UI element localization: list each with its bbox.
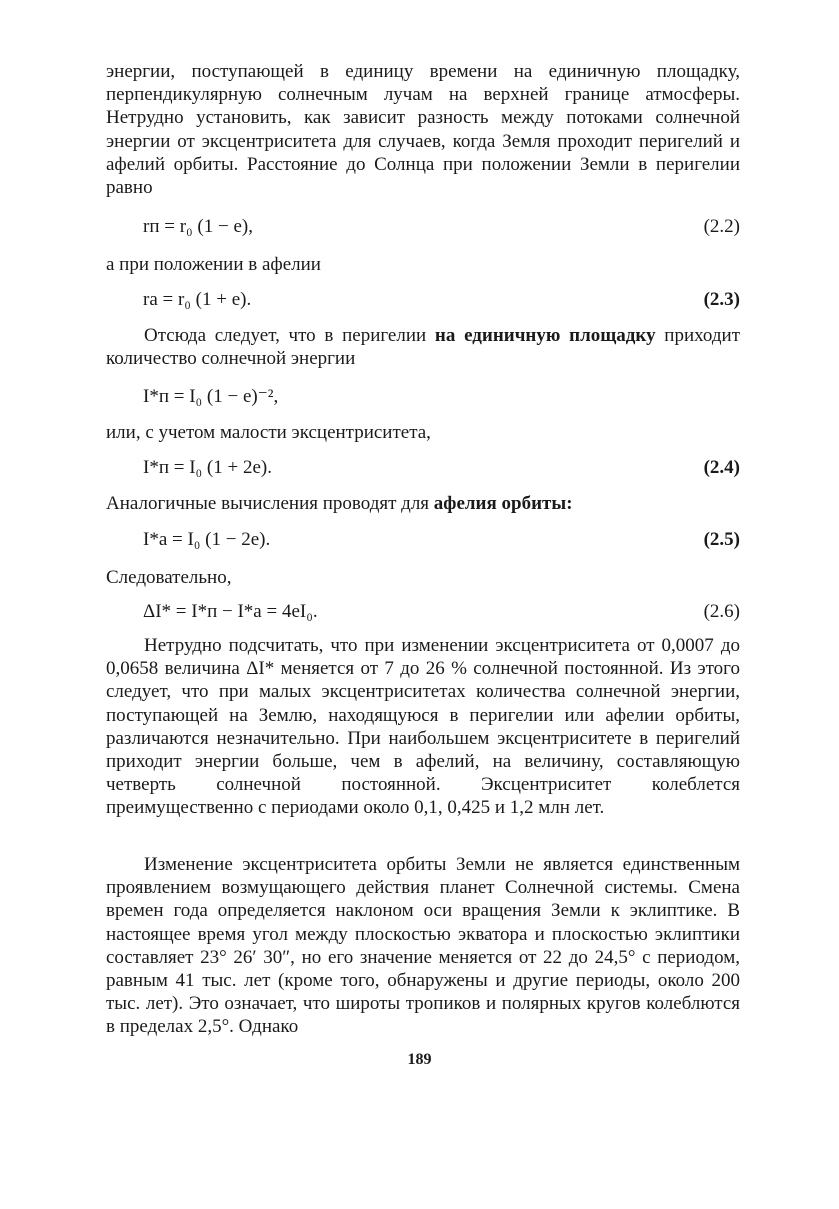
text-run: приходит количество солнечной энергии (106, 325, 741, 370)
equation-expression: rп = r₀ (1 − e), (143, 216, 253, 237)
text-run-bold: на единичную площадку (434, 325, 656, 346)
equation-number: (2.4) (703, 457, 740, 478)
equation-expression: I*п = I₀ (1 − e)⁻², (143, 386, 279, 407)
equation-2-5 (106, 528, 740, 552)
paragraph-perihelion-energy (106, 324, 740, 370)
equation-number: (2.2) (703, 216, 740, 237)
equation-number: (2.6) (703, 601, 740, 622)
equation-perihelion-exact (106, 385, 740, 409)
text-run: Аналогичные вычисления проводят для (106, 493, 434, 514)
page-number: 189 (407, 1051, 432, 1068)
paragraph-axis-tilt: Изменение эксцентриситета орбиты Земли не является единственным проявлением возмущающего действия планет Солнечной системы. Смена времен года определяется наклоном оси вращения Земли к эклиптике. В настоящее время угол между плоскостью экватора и плоскостью эклиптики составляет 23° 26′ 30″, но его значение меняется от 22 до 24,5° с периодом, равным 41 тыс. лет (кроме того, обнаружены и другие периоды, около 200 тыс. лет). Это означает, что широты тропиков и полярных кругов колеблются в пределах 2,5°. Однако (106, 854, 740, 1038)
paragraph-eccentricity-range: Нетрудно подсчитать, что при изменении эксцентриситета от 0,0007 до 0,0658 величина ΔI* меняется от 7 до 26 % солнечной постоянной. Из этого следует, что при малых эксцентриситетах количества солнечной энергии, поступающей на Землю, находящуюся в перигелии или афелии орбиты, различаются незначительно. При наибольшем эксцентриситете в перигелий приходит энергии больше, чем в афелий, на величину, составляющую четверть солнечной постоянной. Эксцентриситет колеблется преимущественно с периодами около 0,1, 0,425 и 1,2 млн лет. (106, 635, 740, 819)
equation-number: (2.3) (703, 289, 740, 310)
paragraph-aphelion-calc (106, 492, 740, 515)
equation-2-4 (106, 456, 740, 480)
equation-expression: rа = r₀ (1 + e). (143, 289, 252, 310)
equation-number: (2.5) (703, 529, 740, 550)
paragraph-intro: энергии, поступающей в единицу времени на единичную площадку, перпендикулярную солнечным лучам на верхней границе атмосферы. Нетрудно установить, как зависит разность между потоками солнечной энергии от эксцентриситета для случаев, когда Земля проходит перигелий и афелий орбиты. Расстояние до Солнца при положении Земли в перигелии равно (106, 61, 740, 199)
equation-expression: I*а = I₀ (1 − 2e). (143, 529, 271, 550)
equation-expression: I*п = I₀ (1 + 2e). (143, 457, 272, 478)
paragraph-consequently: Следовательно, (106, 567, 232, 588)
equation-expression: ΔI* = I*п − I*а = 4eI₀. (143, 601, 318, 622)
paragraph-aphelion-intro: а при положении в афелии (106, 254, 321, 275)
text-run: Отсюда следует, что в перигелии (144, 325, 435, 346)
equation-2-3 (106, 288, 740, 312)
text-run-bold: афелия орбиты: (433, 493, 573, 514)
equation-2-6 (106, 600, 740, 624)
equation-2-2 (106, 215, 740, 239)
paragraph-small-eccentricity: или, с учетом малости эксцентриситета, (106, 422, 431, 443)
